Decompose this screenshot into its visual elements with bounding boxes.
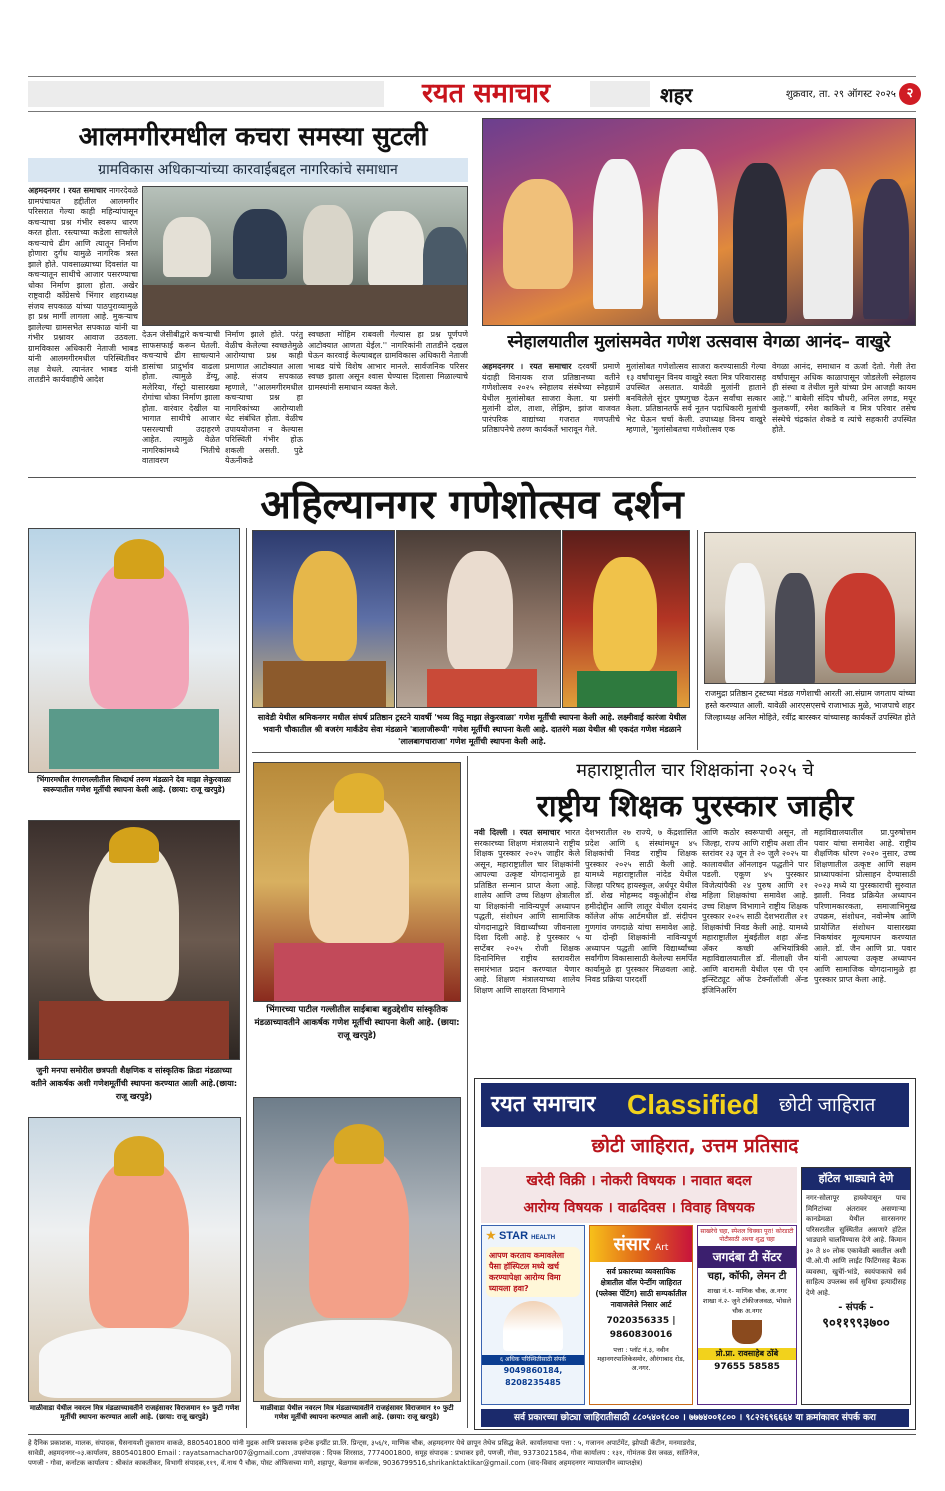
- jagdamba-top: साखरेचे चहा, स्पेशल चिक्का पूरा! कोरडाटी पोटीसाठी अश्या शुद्ध चहा: [700, 1228, 794, 1243]
- story3-col4: महाविद्यालयातील प्रा.पुरुषोत्तम पवार यांचा समावेश आहे. राष्ट्रीय शैक्षणिक धोरण २०२० नुसार, उच्च शिक्षणातील उत्कृष्ट आणि सक्षम प्राध्यापकांना प्रोत्साहन देण्यासाठी २०२३ मध्ये या पुरस्काराची सुरुवात झाली. निवड प्रक्रियेत अध्यापन परिणामकारकता, समाजाभिमुख उपक्रम, संशोधन, नवोन्मेष आणि प्रायोजित संशोधन यासारख्या निकषांवर मूल्यमापन करण्यात आले. डॉ. जैन आणि प्रा. पवार यांनी आपल्या उत्कृष्ट अध्यापन आणि सामाजिक योगदानामुळे हा पुरस्कार प्राप्त केला आहे.: [814, 828, 916, 984]
- star-icon: ★: [486, 1230, 496, 1242]
- jagdamba-owner: प्रो.प्रा. रावसाहेब ठोंबे: [698, 1348, 796, 1360]
- photo-person: [163, 217, 211, 277]
- hotel-title: हॉटेल भाड्याने देणे: [802, 1168, 910, 1190]
- photo-person: [368, 211, 424, 287]
- photo-ganesh-1: [28, 528, 240, 773]
- star-headline: आपण करताय कमावलेला पैसा हॉस्पिटल मध्ये खर्च करण्यापेक्षा आरोग्य विमा घ्यायला हवा?: [486, 1247, 580, 1297]
- category-vadhdivas: वाढदिवस: [617, 1200, 666, 1216]
- classified-footer: सर्व प्रकारच्या छोट्या जाहिरातीसाठी ८८०५४०१८०० । ७७७४००१८०० । ९८२२६९६६६४ या क्रमांकावर संपर्क करा: [481, 1409, 909, 1427]
- jagdamba-branch1: शाखा नं.१- माणिक चौक, अ.नगर: [707, 1287, 787, 1295]
- masthead-mid-rule: [590, 81, 650, 107]
- swan-base: [264, 1320, 452, 1398]
- divider: [28, 477, 916, 478]
- classified-tagline: छोटी जाहिरात, उत्तम प्रतिसाद: [591, 1135, 799, 1157]
- star-name: ६ अधिक परिस्थितीसाठी संपर्क: [482, 1355, 584, 1365]
- photo-ganesh-4: [28, 820, 240, 1060]
- jagdamba-cup-icon: [732, 1320, 762, 1344]
- photo-person: [658, 149, 718, 319]
- photo-table: [143, 285, 468, 326]
- idol-body: [309, 1148, 409, 1318]
- idol-crown: [114, 539, 164, 579]
- photo-person: [775, 573, 815, 684]
- category-nokri: नोकरी विषयक: [600, 1173, 676, 1189]
- star-sub: HEALTH: [531, 1235, 556, 1241]
- idol-base: [39, 1001, 229, 1059]
- idol-body: [89, 559, 189, 709]
- story3-kicker: महाराष्ट्रातील चार शिक्षकांना २०२५ चे: [576, 760, 814, 781]
- masthead-left-rule: [28, 81, 384, 107]
- story2-dateline: अहमदनगर । रयत समाचार: [482, 362, 572, 371]
- idol-body: [89, 1158, 189, 1328]
- categories-row1: [481, 1167, 797, 1194]
- category-vivah: विवाह विषयक: [681, 1200, 755, 1216]
- story1-photo: [142, 186, 468, 326]
- photo-person: [593, 159, 643, 309]
- divider: [467, 756, 468, 1428]
- idol-crown: [109, 827, 159, 863]
- story1-col2: देऊन जेसीबीद्वारे कचऱ्याची साफसफाई करून घेतली. कचऱ्याचे ढीग साचल्याने डासांचा प्रादुर्भाव वाढला होता. त्यामुळे डेंग्यू, मलेरिया, गॅस्ट्रो यासारख्या रोगांचा धोका निर्माण झाला होता. वारंवार देखील या भागात साथीचे आजार पसरल्याची उदाहरणे आहेत. त्यामुळे वेळेत नागरिकांमध्ये भितीचे वातावरण: [142, 330, 220, 465]
- story1-col1-text: नागरदेवळे ग्रामपंचायत हद्दीतील आलमगीर परिसरात गेल्या काही महिन्यांपासून कचऱ्याचा प्रश्न गंभीर स्वरूप धारण करत होता. रस्त्याच्या कडेला साचलेले कचऱ्याचे ढीग आणि त्यातून निर्माण होणारा दुर्गंध यामुळे नागरिक त्रस्त झाले होते. पावसाळ्याच्या दिवसांत या कचऱ्यातून साथीचे आजार पसरण्याचा धोका निर्माण झाला होता. अखेर राष्ट्रवादी काँग्रेसचे भिंगार शहराध्यक्ष संजय सपकाळ यांच्या पाठपुराव्यामुळे हा प्रश्न मार्गी लागला आहे. मुकऱ्याच झालेल्या ग्रामसभेत सपकाळ यांनी या गंभीर प्रश्नावर आवाज उठवला. ग्रामविकास अधिकारी नेताजी भाबड यांनी आलमगीरमधील परिस्थितीवर लक्ष वेधले. त्यानंतर भाबड यांनी तातडीने कार्यवाहीचे आदेश: [28, 186, 138, 384]
- photo-person: [803, 169, 853, 319]
- star-phones: 9049860184, 8208235485: [503, 1366, 563, 1387]
- category-separator: ।: [670, 1200, 676, 1216]
- classified-box: [474, 1078, 916, 1430]
- story1-headline: आलमगीरमधील कचरा समस्या सुटली: [78, 122, 428, 152]
- category-separator: ।: [590, 1173, 596, 1189]
- photo-ganesh-7-caption: माळीवाडा येथील नवरत्न मित्र मंडळाच्यावतीने राजहंसावर विराजमान १० फुटी गणेश मूर्तीची स्थापना करण्यात आली आहे. (छाया: राजू खरपुडे): [260, 1404, 454, 1421]
- category-separator: ।: [607, 1200, 613, 1216]
- story1-col4: स्वच्छता मोहिम राबवली गेल्यास हा प्रश्न पूर्णपणे आटोक्यात आणता येईल.'' नागरिकांनी तातडीने दखल घेऊन कारवाई केल्याबद्दल ग्रामविकास अधिकारी नेताजी भाबड यांचे विशेष आभार मानले. सार्वजनिक परिसर स्वच्छ झाला असून श्वास घेण्यास दिलासा मिळाल्याचे ग्रामस्थांनी समाधान व्यक्त केले.: [308, 330, 468, 392]
- idol-base: [427, 669, 537, 707]
- idol-body: [593, 557, 657, 673]
- classified-title-mid: Classified: [627, 1089, 760, 1120]
- story2-col1-text: दरवर्षी प्रमाणे यंदाही विनायक राज प्रतिष्ठानच्या वतीने गणेशोत्सव २०२५ स्नेहालय संस्थेच्या स्नेहग्रामें येथील मुलांसोबत साजरा केला. या प्रसंगी मुलांनी ढोल, ताशा, लेझिम, झांज वाजवत पारंपरिक वाद्यांच्या गजरात गणपतीचे प्रतिष्ठापनेचे तरुण कार्यकर्ते भारावून गेले.: [482, 362, 620, 434]
- story3-col3: आणि कठोर स्वरूपाची असून, तो जिल्हा, राज्य आणि राष्ट्रीय अशा तीन स्तरांवर २३ जून ते २० जुलै २०२५ या कालावधीत ऑनलाइन पद्धतीने पार पडली. एकूण ४५ पुरस्कार विजेत्यांपैकी २४ पुरुष आणि २१ महिला शिक्षकांचा समावेश आहे. उच्च शिक्षण विभागाने राष्ट्रीय शिक्षक पुरस्कार २०२५ साठी देशभरातील २१ शिक्षकांची निवड केली आहे. यामध्ये महाराष्ट्रातील मुंबईतील शहा ॲन्ड अँकर कच्छी अभियांत्रिकी महाविद्यालयातील डॉ. नीलाक्षी जैन आणि बारामती येथील एस पी एन इन्स्टिट्यूट ऑफ टेक्नॉलॉजी ॲन्ड इंजिनिअरिंग: [702, 828, 808, 995]
- story1-subhead-text: ग्रामविकास अधिकाऱ्यांच्या कारवाईबद्दल नागरिकांचे समाधान: [98, 162, 398, 178]
- story3-dateline: नवी दिल्ली । रयत समाचार: [474, 828, 560, 837]
- classified-header: [481, 1083, 909, 1127]
- issue-date: शुक्रवार, ता. २९ ऑगस्ट २०२५: [785, 89, 896, 100]
- star-brand: STAR: [498, 1230, 529, 1242]
- paper-name: रयत समाचार: [421, 78, 551, 109]
- classified-title-right: छोटी जाहिरात: [779, 1094, 876, 1116]
- imprint-line2: सावेडी, अहमदनगर-०३.कार्यालय, 8805401800 Email : rayatsamachar007@gmail.com ,उपसंपादक : दिपक शिरसाठ, 7774001800, समूह संपादक : प्रभाकर इरो, पणजी, गोवा, 9373021584, गोवा कार्यालय : १३१, गोमंतक प्रेस जवळ, सांतिनेज,: [28, 1449, 700, 1457]
- category-kharedi-vikri: खरेदी विक्री: [526, 1173, 586, 1189]
- imprint-line3: पणजी - गोवा, कर्नाटक कार्यालय : श्रीकांत काकतीकर, विभागी संपादक,११९, वॅ.नाथ पै चौक, पोस्ट ऑफिसच्या मागे, शहापूर, बेळगाव कर्नाटक, 9036799516,shrikanktaktikar@gmail.com (वाद-विवाद अहमदनगर न्यायालयीन व्याप्तक्षेत्र): [28, 1459, 643, 1467]
- photo-aarti-caption: राजमुद्रा प्रतिष्ठान ट्रस्टच्या मंडळ गणेशाची आरती आ.संग्राम जगताप यांच्या हस्ते करण्यात आली. यावेळी आरएसएसचे राजाभाऊ मुळे, भाजपाचे शहर जिल्हाध्यक्ष अनिल मोहिते, रवींद्र बारस्कर यांच्यासह कार्यकर्ते उपस्थित होते: [704, 689, 916, 722]
- photo-ganesh-5: [253, 762, 461, 1002]
- photo-ganesh-2a: [252, 530, 395, 708]
- story3-headline: राष्ट्रीय शिक्षक पुरस्कार जाहीर: [536, 789, 854, 824]
- story2-col1: [482, 362, 620, 474]
- jagdamba-name: जगदंबा टी सेंटर: [698, 1246, 796, 1268]
- sansar-address: पत्ता : प्लॉट नं.३, नवीन महानगरपालिकेसमोर, औरंगाबाद रोड, अ.नगर.: [597, 1346, 685, 1372]
- sansar-logo-text: संसार: [613, 1234, 650, 1255]
- page-number-text: २: [906, 86, 914, 101]
- photo-ganesh-7: [253, 1097, 461, 1402]
- idol-body: [309, 793, 409, 943]
- banner-title: अहिल्यानगर गणेशोत्सव दर्शन: [260, 481, 684, 528]
- idol-base: [274, 943, 444, 1001]
- jagdamba-branch2: शाखा नं.२- जुने टॉकीजजवळ, भोसले चौक अ.नगर: [702, 1297, 792, 1315]
- story2-col2: मुलांसोबत गणेशोत्सव साजरा करण्यासाठी गेल्या १३ वर्षांपासून विनय वाखुरे स्वतः मित्र परिवारासह उपस्थित असतात. यावेळी मुलांनी हाताने बनविलेले सुंदर पुष्पगुच्छ देऊन सर्वांचा सत्कार केला. प्रतिष्ठानतर्फे सर्व नूतन पदाधिकारी मुलांची भेट घेऊन चर्चा केली. उपाध्यक्ष विनय वाखुरे म्हणाले, 'मुलांसोबतचा गणेशोत्सव एक: [626, 362, 766, 434]
- idol-body: [293, 551, 357, 661]
- imprint: [28, 1438, 916, 1468]
- swan-base: [39, 1328, 231, 1398]
- sansar-text: सर्व प्रकारच्या व्यवसायिक क्षेत्रातील वॉल पेन्टींग जाहिरात (फ्लेक्स पेंटिंग) साठी सम्पर्कातील नावाजलेले निसार आर्ट: [595, 1267, 687, 1309]
- story1-col3: निर्माण झाले होते. परंतु वेळीच केलेल्या स्वच्छतेमुळे आरोग्याचा प्रश्न काही प्रमाणात आटोक्यात आला आहे. संजय सपकाळ म्हणाले, ''आलमगीरमधील कचऱ्याचा प्रश्न हा नागरिकांच्या आरोग्याशी थेट संबंधित होता. वेळीच उपाययोजना न केल्यास परिस्थिती गंभीर होऊ शकली असती. पुढे येऊनीकडे: [225, 330, 303, 465]
- hotel-text: नगर-सोलापूर हायवेपासून पाच मिनिटांच्या अंतरावर असणाऱ्या कानडेमळा येथील सारसनगर परिसरातील सुस्थितीत असणारे हॉटेल भाड्याने चालविण्यास देणे आहे. किमान ३० ते ४० लोक एकावेळी बसतील अशी पी.ओ.पी आणि लाईट फिटिंगसह बैठक व्यवस्था, खुर्चेा-भांडे, स्वयंपाकाचे सर्व साहित्य उपलब्ध सर्व सुविधा इत्यादीसह देणे आहे.: [806, 1194, 906, 1297]
- sansar-phones: 7020356335 | 9860830016: [606, 1316, 676, 1340]
- photo-ganesh-4-caption: जुनी मनपा समोरील छत्रपती शैक्षणिक व सांस्कृतिक क्रिडा मंडळाच्या वतीने आकर्षक अशी गणेशमूर्तीची स्थापना करण्यात आली आहे.(छाया: राजू खरपुडे): [30, 1066, 238, 1101]
- ad-star-health: [481, 1225, 585, 1405]
- idol-base: [577, 671, 677, 707]
- photo-ganesh-idol: [503, 179, 573, 289]
- classified-categories: [481, 1167, 797, 1223]
- photo-ganesh-6: [28, 1117, 241, 1402]
- idol-crown: [114, 1136, 164, 1176]
- story3-col1: [474, 828, 580, 1075]
- divider: [246, 528, 247, 1428]
- photo-person: [303, 205, 353, 285]
- story2-col3: वेगळा आनंद, समाधान व ऊर्जा देतो. गेली तेरा वर्षांपासून अधिक काळापासून जोडलेली स्नेहालय ही संस्था व तेथील मुले यांच्या प्रेम आजही कायम आहे.'' बाबेली संदिप चौधरी, अनिल लगड, मयूर कुलकर्णी, रमेश काकिले व मित्र परिवार तसेच संस्थेचे चंद्रकांत शेकडे व त्यांचे सहकारी उपस्थित होते.: [772, 362, 916, 434]
- story3-col1-text: भारत सरकारच्या शिक्षण मंत्रालयाने राष्ट्रीय शिक्षक पुरस्कार २०२५ जाहीर केले असून, महाराष्ट्रातील चार शिक्षकांनी आपल्या उत्कृष्ट योगदानामुळे हा प्रतिष्ठित सन्मान प्राप्त केला आहे. शालेय आणि उच्च शिक्षण क्षेत्रातील या शिक्षकांनी नाविन्यपूर्ण अध्यापन पद्धती, संशोधन आणि सामाजिक योगदानाद्वारे विद्यार्थ्यांच्या जीवनाला दिशा दिली आहे. हे पुरस्कार ५ सप्टेंबर २०२५ रोजी शिक्षक दिनानिमित्त राष्ट्रीय स्तरावरील समारंभात प्रदान करण्यात येणार आहे. शिक्षण मंत्रालयाच्या शालेय शिक्षण आणि साक्षरता विभागाने: [474, 828, 580, 995]
- idol-body: [447, 551, 513, 671]
- ad-hotel-rent: [801, 1167, 911, 1405]
- photo-ganesh-2c: [562, 530, 690, 708]
- page-number: [899, 83, 921, 105]
- photo-person: [725, 563, 765, 683]
- star-logo: [482, 1226, 584, 1245]
- imprint-rule: [28, 1434, 916, 1435]
- idol-crown: [334, 773, 384, 813]
- category-arogya: आरोग्य विषयक: [523, 1200, 603, 1216]
- story2-photo: [482, 118, 916, 326]
- sansar-logo: [590, 1226, 692, 1262]
- photo-person: [863, 179, 909, 319]
- idol-body: [89, 841, 179, 1001]
- idol-base: [263, 661, 386, 707]
- photo-ganesh-1-caption: भिंगारमधील रंगारगल्लीतील सिध्दार्थ तरुण मंडळाने देव माझा लेकुरवाळा स्वरूपातील गणेश मूर्तीची स्थापना केली आहे. (छाया: राजू खरपुडे): [37, 775, 231, 794]
- hotel-phone: ९०११९९३७००: [822, 1316, 890, 1331]
- idol-body: [825, 573, 895, 673]
- photo-ganesh-2b: [396, 530, 561, 708]
- hotel-contact-label: - संपर्क -: [838, 1302, 874, 1313]
- story1-subhead: [28, 158, 468, 182]
- category-separator: ।: [680, 1173, 686, 1189]
- imprint-line1: हे दैनिक प्रकाशक, मालक, संपादक, घैसनायशी तुकाराम वाकळे, 8805401800 यांनी मुद्रक आणि प्रकाशक इन्टेक इन्प्रींट प्रा.लि. प्रिन्ट्स, ३५६/१, माणिक चौक, अहमदनगर येथे छापून तेथेच प्रसिद्ध केले. कार्यालयाचा पत्ता : ५, गजानन अपार्टमेंट, झोपडी कँटीन, मनमाडरोड,: [28, 1439, 697, 1447]
- ad-sansar-art: [589, 1225, 693, 1405]
- idol-base: [49, 709, 219, 769]
- star-doctor-image: [503, 1301, 563, 1351]
- jagdamba-items: चहा, कॉफी, लेमन टी: [707, 1271, 787, 1282]
- photo-person: [733, 163, 787, 323]
- category-navat-badal: नावात बदल: [691, 1173, 752, 1189]
- story1-col1: [28, 186, 138, 473]
- story3-col2: देशभरातील २७ राज्ये, ७ केंद्रशासित प्रदेश आणि ६ संस्थांमधून ४५ शिक्षकांची निवड राष्ट्रीय शिक्षक पुरस्कार २०२५ साठी केली आहे. यामध्ये महाराष्ट्रातील नांदेड येथील जिल्हा परिषद हायस्कूल, अर्धपूर येथील डॉ. शेख मोहम्मद वकूओद्दीन शेख हमीदोद्दीन आणि लातूर येथील दयानंद कॉलेज ऑफ आर्टमधील डॉ. संदीपन गुणगांव जगदाळे यांचा समावेश आहे. या दोन्ही शिक्षकांनी नाविन्यपूर्ण अध्यापन पद्धती आणि विद्यार्थ्यांच्या सर्वांगीण विकासासाठी केलेल्या समर्पित कार्यामुळे हा पुरस्कार मिळवला आहे. निवड प्रक्रिया पारदर्शी: [585, 828, 697, 984]
- divider: [252, 752, 916, 753]
- story1-dateline: अहमदनगर । रयत समाचार: [28, 186, 107, 195]
- photo-person: [233, 209, 287, 279]
- section-name: शहर: [660, 83, 693, 107]
- story2-headline: स्नेहालयातील मुलांसमवेत गणेश उत्सवास वेगळा आनंद– वाखुरे: [507, 332, 891, 352]
- divider: [697, 530, 698, 750]
- idol-crown: [334, 1124, 384, 1164]
- ad-jagdamba-tea: [697, 1225, 797, 1405]
- photo-ganesh-5-caption: भिंगारच्या पाटील गल्लीतील साईबाबा बहुउद्देशीय सांस्कृतिक मंडळाच्यावतीने आकर्षक गणेश मूर्तीची स्थापना केली आहे. (छाया: राजू खरपुडे): [254, 1005, 460, 1041]
- categories-row2: [481, 1194, 797, 1221]
- photo-aarti: [704, 532, 916, 684]
- classified-title-left: रयत समाचार: [491, 1092, 596, 1117]
- jagdamba-phone: 97655 58585: [714, 1362, 780, 1372]
- sansar-logo-sub: Art: [655, 1243, 669, 1253]
- photo-ganesh-2-caption: सावेडी येथील श्रमिकनगर मधील संघर्ष प्रतिष्ठान ट्रस्टने यावर्षी 'भव्य विठू माझा लेकुरवाळा' गणेश मूर्तीची स्थापना केली आहे. लक्ष्मीवाई कारंजा येथील भवानी चौकातील श्री बजरंग मार्कंडेय सेवा मंडळाने 'बालाजीरूपी' गणेश मूर्तीची स्थापना केली आहे. दातरंगे मळा येथील श्री एकदंत गणेश मंडळाने 'लालबागचाराजा' गणेश मूर्तीची स्थापना केली आहे.: [257, 713, 687, 746]
- photo-ganesh-6-caption: माळीवाडा येथील नवरत्न मित्र मंडळाच्यावतीने राजहंसावर विराजमान १० फुटी गणेश मूर्तीची स्थापना करण्यात आली आहे. (छाया: राजू खरपुडे): [29, 1404, 240, 1421]
- masthead: [28, 76, 916, 112]
